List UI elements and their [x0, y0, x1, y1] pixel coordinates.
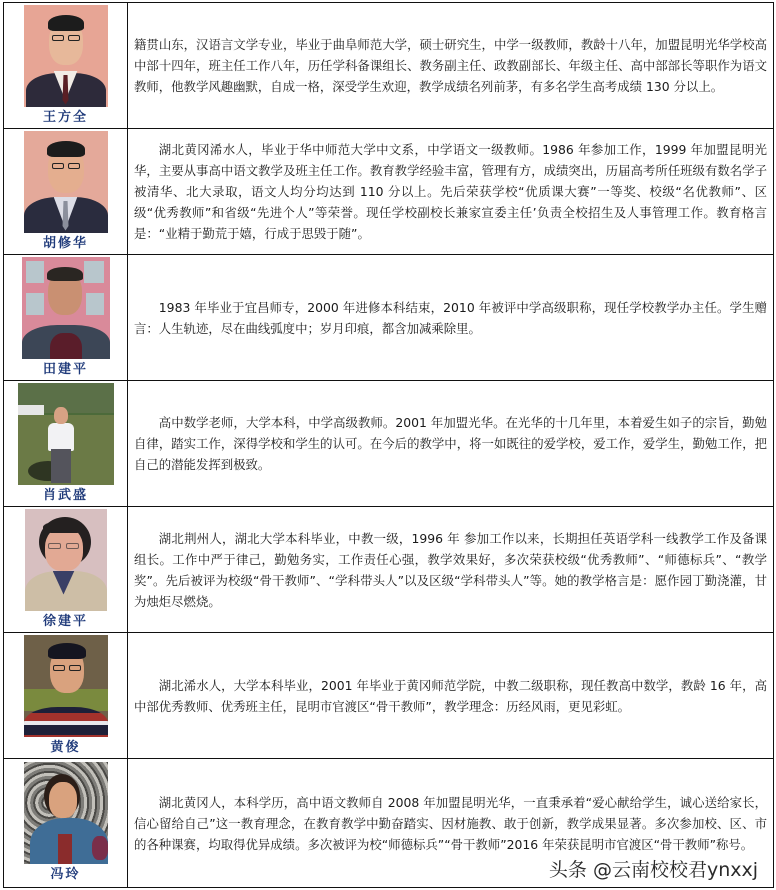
photo-cell: [4, 759, 128, 888]
photo-cell: [4, 633, 128, 759]
teacher-bio: 湖北荆州人，湖北大学本科毕业，中教一级，1996 年 参加工作以来，长期担任英语学科一线教学工作及备课组长。工作中严于律己，勤勉务实，工作责任心强，教学效果好，多次荣获校级“优秀教师”、“师德标兵”、“教学奖”。先后被评为校级“骨干教师”、“学科带头人”以及区级“学科带头人”等。她的教学格言是：愿作园丁勤浇灌，甘为烛炬尽燃烧。: [134, 530, 767, 609]
teacher-row: [4, 129, 774, 255]
teacher-row: [4, 381, 774, 507]
teacher-name: 冯玲: [50, 867, 81, 882]
teacher-bio: 湖北浠水人，大学本科毕业，2001 年毕业于黄冈师范学院，中教二级职称，现任教高中数学，教龄 16 年，高中部优秀教师、优秀班主任，昆明市官渡区“骨干教师”，教学理念：历经风雨，更见彩虹。: [134, 677, 767, 714]
teacher-name: 肖武盛: [42, 487, 88, 503]
teacher-name: 王方全: [42, 109, 88, 125]
photo-cell: [4, 507, 128, 633]
bio-cell: [128, 381, 774, 507]
bio-cell: [128, 3, 774, 129]
teacher-row: [4, 255, 774, 381]
teacher-name: 胡修华: [42, 235, 88, 251]
teacher-bio: 籍贯山东，汉语言文学专业，毕业于曲阜师范大学，硕士研究生，中学一级教师，教龄十八年，加盟昆明光华学校高中部十四年，班主任工作八年，历任学科备课组长、教务副主任、政教副部长、年级主任、高中部部长等职作为语文教师，他教学风趣幽默，自成一格，深受学生欢迎，教学成绩名列前茅，有多名学生高考成绩 130 分以上。: [134, 37, 767, 94]
teacher-photo: [24, 762, 108, 864]
photo-cell: [4, 255, 128, 381]
photo-cell: [4, 3, 128, 129]
teacher-row: [4, 507, 774, 633]
teacher-name: 田建平: [42, 361, 88, 377]
teacher-photo: [24, 635, 108, 737]
teacher-name: 徐建平: [42, 613, 88, 629]
bio-cell: [128, 129, 774, 255]
teacher-photo: [22, 257, 110, 359]
teacher-bio: 湖北黄冈浠水人，毕业于华中师范大学中文系，中学语文一级教师。1986 年参加工作，1999 年加盟昆明光华，主要从事高中语文教学及班主任工作。教育教学经验丰富，管理有方，成绩突出，历届高考所任班级有数名学子被清华、北大录取，语文人均分均达到 110 分以上。先后荣获学校“优质课大赛”一等奖、校级“名优教师”、区级“优秀教师”和省级“先进个人”等荣誉。现任学校副校长兼家宣委主任’负责全校招生及人事管理工作。教育格言是：“业精于勤荒于嬉，行成于思毁于随”。: [134, 142, 767, 241]
bio-cell: [128, 507, 774, 633]
teacher-bio: 湖北黄冈人，本科学历，高中语文教师自 2008 年加盟昆明光华，一直秉承着“爱心献给学生，诚心送给家长，信心留给自己”这一教育理念，在教育教学中勤奋踏实、因材施教、敢于创新，教学成果显著。多次参加校、区、市的各种课赛，均取得优异成绩。多次被评为校“师德标兵”“骨干教师”2016 年荣获昆明市官渡区“骨干教师”称号。: [134, 794, 767, 852]
teacher-photo: [25, 509, 107, 611]
bio-cell: [128, 633, 774, 759]
teacher-row: [4, 633, 774, 759]
bio-cell: [128, 255, 774, 381]
watermark: 头条 @云南校校君ynxxj: [548, 859, 758, 881]
photo-cell: [4, 129, 128, 255]
teacher-photo: [24, 131, 108, 233]
photo-cell: [4, 381, 128, 507]
teacher-bio: 高中数学老师，大学本科，中学高级教师。2001 年加盟光华。在光华的十几年里，本着爱生如子的宗旨，勤勉自律，踏实工作，深得学校和学生的认可。在今后的教学中，将一如既往的爱学校，爱工作，爱学生，勤勉工作，把自己的潜能发挥到极致。: [134, 415, 767, 472]
teacher-row: [4, 3, 774, 129]
teacher-photo: [24, 5, 108, 107]
teacher-name: 黄俊: [50, 739, 81, 755]
teacher-profile-table: [3, 2, 774, 888]
teacher-bio: 1983 年毕业于宜昌师专，2000 年进修本科结束，2010 年被评中学高级职称，现任学校教学办主任。学生赠言：人生轨迹，尽在曲线弧度中；岁月印痕，都含加减乘除里。: [134, 299, 767, 336]
teacher-photo: [18, 383, 114, 485]
